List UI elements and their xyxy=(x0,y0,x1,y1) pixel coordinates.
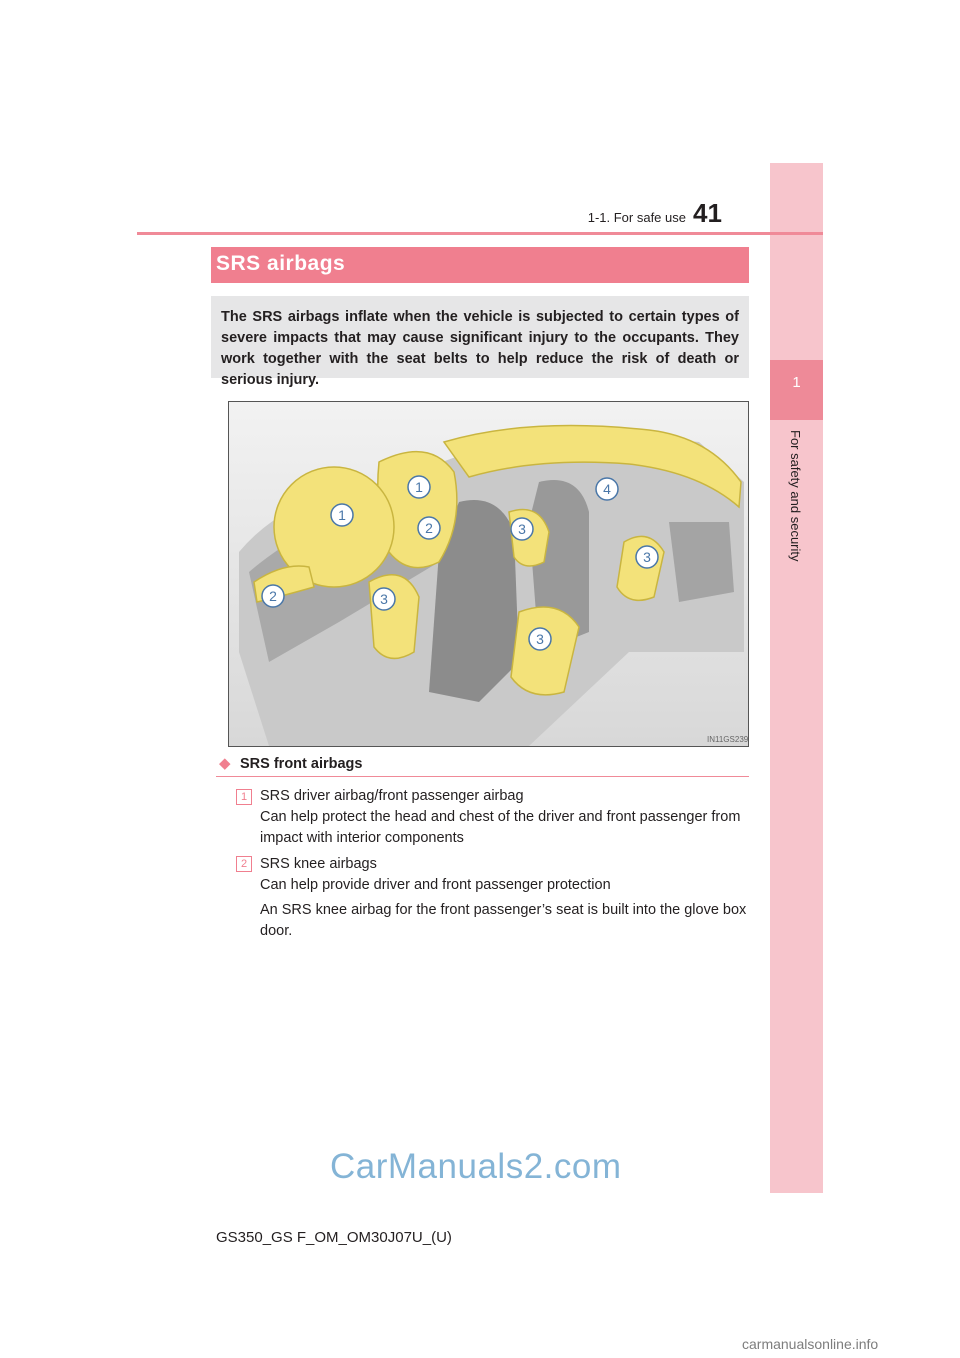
rear-bench-shape xyxy=(669,522,734,602)
watermark: CarManuals2.com xyxy=(330,1147,622,1186)
callout-3a-label: 3 xyxy=(518,521,526,537)
driver-side-airbag-shape xyxy=(369,575,419,659)
airbag-illustration xyxy=(228,401,749,747)
chapter-side-tab xyxy=(770,163,823,1193)
intro-text: The SRS airbags inflate when the vehicle is subjected to certain types of severe impacts that may cause significant injury to the occupants. They work together with the seat belts to help reduce the risk of death or serious injury. xyxy=(221,309,739,388)
subsection-rule xyxy=(216,776,749,777)
callout-1a xyxy=(408,476,430,498)
item-2-number: 2 xyxy=(236,856,252,872)
callout-2a xyxy=(418,517,440,539)
footer-code: GS350_GS F_OM_OM30J07U_(U) xyxy=(216,1229,452,1246)
section-title: SRS airbags xyxy=(216,252,346,275)
section-label: 1-1. For safe use xyxy=(587,210,686,225)
callout-3c xyxy=(373,588,395,610)
subsection-heading: SRS front airbags xyxy=(240,756,363,772)
callout-3a xyxy=(511,518,533,540)
item-2-note: An SRS knee airbag for the front passenger’s seat is built into the glove box door. xyxy=(260,902,747,939)
callout-2b xyxy=(262,585,284,607)
callout-3d xyxy=(529,628,551,650)
callout-3d-label: 3 xyxy=(536,631,544,647)
item-2-description: Can help provide driver and front passenger protection xyxy=(260,877,611,893)
item-2-title: SRS knee airbags xyxy=(260,856,377,872)
header-rule xyxy=(137,232,823,235)
diamond-bullet-icon: ◆ xyxy=(219,755,231,772)
airbag-diagram xyxy=(229,402,748,746)
item-1-description: Can help protect the head and chest of the driver and front passenger from impact with interior components xyxy=(260,809,741,846)
callout-4-label: 4 xyxy=(603,481,611,497)
figure-code: IN11GS239 xyxy=(707,735,748,744)
callout-2b-label: 2 xyxy=(269,588,277,604)
callout-3b-label: 3 xyxy=(643,549,651,565)
chapter-number: 1 xyxy=(792,374,801,391)
callout-1b-label: 1 xyxy=(338,507,346,523)
page-number: 41 xyxy=(693,198,722,228)
callout-2a-label: 2 xyxy=(425,520,433,536)
chapter-title: For safety and security xyxy=(788,430,803,562)
watermark-bottom: carmanualsonline.info xyxy=(742,1336,879,1352)
callout-1a-label: 1 xyxy=(415,479,423,495)
callout-1b xyxy=(331,504,353,526)
item-1-title: SRS driver airbag/front passenger airbag xyxy=(260,788,524,804)
item-1-number: 1 xyxy=(236,789,252,805)
callout-4 xyxy=(596,478,618,500)
callout-3b xyxy=(636,546,658,568)
callout-3c-label: 3 xyxy=(380,591,388,607)
